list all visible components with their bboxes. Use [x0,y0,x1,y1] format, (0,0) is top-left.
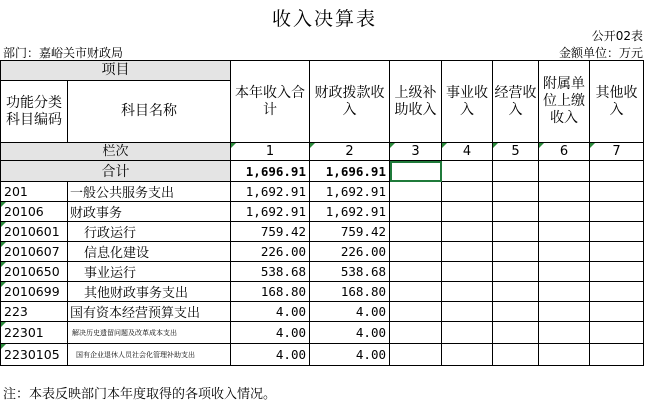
row-current-income[interactable]: 4.00 [231,344,310,366]
selected-cell[interactable] [390,161,442,182]
total-fiscal-appropriation[interactable]: 1,696.91 [310,161,390,182]
table-row [1,322,644,344]
row-code[interactable]: 20106 [1,202,68,222]
row-name[interactable]: 信息化建设 [68,242,231,262]
row-name[interactable]: 行政运行 [68,222,231,242]
empty-cell[interactable] [493,161,539,182]
total-current-income[interactable]: 1,696.91 [231,161,310,182]
table-row [1,344,644,366]
footnote: 注：本表反映部门本年度取得的各项收入情况。 [3,387,277,402]
empty-cell[interactable] [493,242,539,262]
header-other-income: 其他收入 [590,61,644,143]
empty-cell[interactable] [539,202,590,222]
col-number: 6 [539,143,590,161]
empty-cell[interactable] [539,222,590,242]
empty-cell[interactable] [390,322,442,344]
empty-cell[interactable] [590,302,644,322]
empty-cell[interactable] [390,202,442,222]
row-current-income[interactable]: 1,692.91 [231,202,310,222]
row-current-income[interactable]: 759.42 [231,222,310,242]
row-code[interactable]: 223 [1,302,68,322]
empty-cell[interactable] [590,282,644,302]
row-fiscal-appropriation[interactable]: 759.42 [310,222,390,242]
row-code[interactable]: 2010650 [1,262,68,282]
row-code[interactable]: 2010699 [1,282,68,302]
empty-cell[interactable] [493,302,539,322]
table-row [1,202,644,222]
empty-cell[interactable] [390,262,442,282]
empty-cell[interactable] [390,242,442,262]
row-name[interactable]: 国有企业退休人员社会化管理补助支出 [68,344,231,366]
empty-cell[interactable] [442,322,493,344]
col-number: 3 [390,143,442,161]
table-row [1,182,644,202]
empty-cell[interactable] [493,202,539,222]
table-row [1,282,644,302]
col-number: 2 [310,143,390,161]
row-name[interactable]: 国有资本经营预算支出 [68,302,231,322]
empty-cell[interactable] [590,202,644,222]
total-label: 合计 [1,161,231,182]
header-current-income: 本年收入合计 [231,61,310,143]
empty-cell[interactable] [539,322,590,344]
table-row [1,302,644,322]
form-code: 公开02表 [591,29,643,43]
empty-cell[interactable] [390,344,442,366]
col-number: 5 [493,143,539,161]
amount-unit-label: 金额单位：万元 [558,46,643,60]
department-label: 部门：嘉峪关市财政局 [3,46,124,60]
row-fiscal-appropriation[interactable]: 168.80 [310,282,390,302]
page-title: 收入决算表 [271,8,377,30]
empty-cell[interactable] [590,242,644,262]
empty-cell[interactable] [539,262,590,282]
empty-cell[interactable] [390,182,442,202]
empty-cell[interactable] [442,202,493,222]
header-item: 项目 [1,61,231,81]
empty-cell[interactable] [539,242,590,262]
income-table [0,60,644,366]
row-fiscal-appropriation[interactable]: 1,692.91 [310,182,390,202]
row-code[interactable]: 2010607 [1,242,68,262]
empty-cell[interactable] [390,302,442,322]
row-name[interactable]: 解决历史遗留问题及改革成本支出 [68,322,231,344]
empty-cell[interactable] [442,161,493,182]
empty-cell[interactable] [442,262,493,282]
empty-cell[interactable] [539,182,590,202]
empty-cell[interactable] [539,282,590,302]
empty-cell[interactable] [442,222,493,242]
row-code[interactable]: 2010601 [1,222,68,242]
header-operating-income: 经营收入 [493,61,539,143]
header-column-index: 栏次 [1,143,231,161]
row-fiscal-appropriation[interactable]: 538.68 [310,262,390,282]
row-fiscal-appropriation[interactable]: 4.00 [310,302,390,322]
empty-cell[interactable] [442,344,493,366]
table-row [1,242,644,262]
row-current-income[interactable]: 4.00 [231,302,310,322]
empty-cell[interactable] [590,322,644,344]
col-number: 4 [442,143,493,161]
row-name[interactable]: 事业运行 [68,262,231,282]
empty-cell[interactable] [590,222,644,242]
empty-cell[interactable] [590,161,644,182]
empty-cell[interactable] [493,344,539,366]
empty-cell[interactable] [493,282,539,302]
row-current-income[interactable]: 226.00 [231,242,310,262]
row-current-income[interactable]: 538.68 [231,262,310,282]
table-row [1,262,644,282]
row-code[interactable]: 201 [1,182,68,202]
header-superior-subsidy: 上级补助收入 [390,61,442,143]
empty-cell[interactable] [442,242,493,262]
empty-cell[interactable] [590,182,644,202]
row-fiscal-appropriation[interactable]: 226.00 [310,242,390,262]
row-current-income[interactable]: 168.80 [231,282,310,302]
empty-cell[interactable] [390,222,442,242]
col-number: 7 [590,143,644,161]
row-name[interactable]: 其他财政事务支出 [68,282,231,302]
empty-cell[interactable] [539,344,590,366]
empty-cell[interactable] [539,161,590,182]
row-code[interactable]: 2230105 [1,344,68,366]
header-business-income: 事业收入 [442,61,493,143]
empty-cell[interactable] [539,302,590,322]
col-number: 1 [231,143,310,161]
empty-cell[interactable] [442,182,493,202]
empty-cell[interactable] [590,344,644,366]
header-func-code: 功能分类科目编码 [1,81,68,143]
table-row [1,222,644,242]
empty-cell[interactable] [493,222,539,242]
header-fiscal-appropriation: 财政拨款收入 [310,61,390,143]
header-affiliated-income: 附属单位上缴收入 [539,61,590,143]
header-subject-name: 科目名称 [68,81,231,143]
row-code[interactable]: 22301 [1,322,68,344]
row-name[interactable]: 财政事务 [68,202,231,222]
row-fiscal-appropriation[interactable]: 4.00 [310,344,390,366]
empty-cell[interactable] [390,282,442,302]
empty-cell[interactable] [442,282,493,302]
empty-cell[interactable] [442,302,493,322]
empty-cell[interactable] [493,322,539,344]
row-current-income[interactable]: 1,692.91 [231,182,310,202]
empty-cell[interactable] [590,262,644,282]
row-name[interactable]: 一般公共服务支出 [68,182,231,202]
empty-cell[interactable] [493,182,539,202]
empty-cell[interactable] [493,262,539,282]
row-fiscal-appropriation[interactable]: 1,692.91 [310,202,390,222]
row-current-income[interactable]: 4.00 [231,322,310,344]
row-fiscal-appropriation[interactable]: 4.00 [310,322,390,344]
